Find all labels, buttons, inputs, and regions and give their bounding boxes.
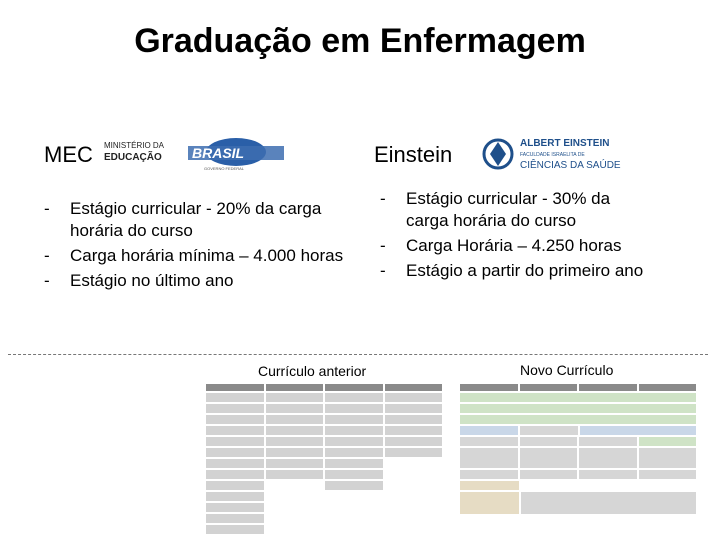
svg-text:FACULDADE ISRAELITA DE: FACULDADE ISRAELITA DE <box>520 152 585 158</box>
new-table-header <box>460 384 696 391</box>
einstein-heading: Einstein <box>374 142 453 167</box>
table-cell <box>385 514 443 523</box>
mec-bullet: - Estágio no último ano <box>44 270 344 292</box>
table-cell <box>206 459 264 468</box>
svg-text:ALBERT EINSTEIN: ALBERT EINSTEIN <box>520 138 610 149</box>
mec-bullet-list <box>44 198 344 295</box>
table-cell <box>520 470 578 479</box>
table-cell <box>325 481 383 490</box>
table-cell <box>579 470 637 479</box>
table-row <box>460 448 696 468</box>
table-cell <box>460 492 519 514</box>
table-cell <box>385 459 443 468</box>
table-cell <box>460 426 518 435</box>
old-header-cell <box>206 384 264 391</box>
mec-bullet: - Estágio curricular - 20% da carga horária do curso <box>44 198 344 242</box>
table-cell <box>206 492 264 501</box>
old-curriculum-table <box>206 384 442 536</box>
svg-text:CIÊNCIAS DA SAÚDE: CIÊNCIAS DA SAÚDE <box>520 160 621 171</box>
table-row <box>460 492 696 514</box>
table-cell <box>266 503 324 512</box>
table-row <box>206 448 442 457</box>
table-cell <box>639 448 697 468</box>
table-cell <box>579 437 637 446</box>
svg-text:EDUCAÇÃO: EDUCAÇÃO <box>104 152 162 163</box>
table-cell <box>325 503 383 512</box>
table-cell <box>385 393 443 402</box>
table-cell <box>266 514 324 523</box>
table-cell <box>266 470 324 479</box>
table-cell <box>385 503 443 512</box>
table-cell <box>206 426 264 435</box>
table-cell <box>325 437 383 446</box>
old-header-cell <box>385 384 443 391</box>
table-cell <box>325 525 383 534</box>
table-cell <box>266 393 324 402</box>
table-cell <box>206 514 264 523</box>
table-cell <box>266 415 324 424</box>
table-cell <box>206 481 264 490</box>
table-cell <box>520 426 578 435</box>
table-cell <box>385 426 443 435</box>
table-cell <box>266 459 324 468</box>
table-cell <box>266 404 324 413</box>
table-cell <box>266 426 324 435</box>
table-cell <box>266 437 324 446</box>
new-header-cell <box>639 384 697 391</box>
table-cell <box>521 492 697 514</box>
table-row <box>206 503 442 512</box>
table-cell <box>206 525 264 534</box>
table-cell <box>460 448 518 468</box>
table-cell <box>520 448 578 468</box>
table-cell <box>579 448 637 468</box>
table-cell <box>325 415 383 424</box>
old-curriculum-caption: Currículo anterior <box>258 363 367 379</box>
table-row <box>206 514 442 523</box>
table-cell <box>325 514 383 523</box>
table-cell <box>325 426 383 435</box>
table-cell <box>266 481 324 490</box>
table-row <box>206 481 442 490</box>
svg-text:BRASIL: BRASIL <box>192 145 245 161</box>
new-header-cell <box>460 384 518 391</box>
table-row <box>460 426 696 435</box>
mec-bullet: - Carga horária mínima – 4.000 horas <box>44 245 344 267</box>
svg-text:MINISTÉRIO DA: MINISTÉRIO DA <box>104 141 165 150</box>
old-table-header <box>206 384 442 391</box>
table-row <box>206 426 442 435</box>
table-row <box>206 393 442 402</box>
table-cell <box>639 437 697 446</box>
table-row <box>206 470 442 479</box>
table-row <box>206 459 442 468</box>
table-cell <box>385 470 443 479</box>
table-cell <box>385 437 443 446</box>
table-cell <box>385 525 443 534</box>
new-curriculum-table <box>460 384 696 516</box>
einstein-bullet: - Estágio a partir do primeiro ano <box>380 260 650 282</box>
table-cell <box>266 525 324 534</box>
table-row <box>206 492 442 501</box>
table-row <box>206 525 442 534</box>
table-cell <box>639 470 697 479</box>
table-cell <box>460 481 519 490</box>
table-cell <box>325 404 383 413</box>
table-cell <box>385 415 443 424</box>
new-header-cell <box>579 384 637 391</box>
table-cell <box>385 492 443 501</box>
table-row <box>460 481 696 490</box>
table-cell <box>325 459 383 468</box>
old-header-cell <box>266 384 324 391</box>
table-cell <box>266 448 324 457</box>
table-cell <box>266 492 324 501</box>
table-row <box>460 393 696 402</box>
table-cell <box>521 481 697 490</box>
dashed-divider <box>8 354 708 355</box>
table-row <box>206 437 442 446</box>
table-row <box>206 404 442 413</box>
table-cell <box>460 470 518 479</box>
table-cell <box>206 448 264 457</box>
table-cell <box>206 404 264 413</box>
new-curriculum-caption: Novo Currículo <box>520 362 614 378</box>
table-cell <box>325 492 383 501</box>
table-row <box>460 470 696 479</box>
table-cell <box>460 437 518 446</box>
table-cell <box>206 415 264 424</box>
table-cell <box>325 393 383 402</box>
mec-logo <box>104 132 284 174</box>
mec-heading: MEC <box>44 142 93 167</box>
table-row <box>460 437 696 446</box>
new-header-cell <box>520 384 578 391</box>
table-cell <box>520 437 578 446</box>
table-cell <box>325 470 383 479</box>
einstein-bullet: - Estágio curricular - 30% da carga horária do curso <box>380 188 650 232</box>
table-cell <box>206 503 264 512</box>
table-row <box>460 404 696 413</box>
table-cell <box>206 393 264 402</box>
page-title: Graduação em Enfermagem <box>134 22 586 60</box>
table-cell <box>385 481 443 490</box>
table-row <box>206 415 442 424</box>
einstein-bullet: - Carga Horária – 4.250 horas <box>380 235 650 257</box>
table-cell <box>385 448 443 457</box>
einstein-bullet-list <box>380 188 650 285</box>
table-cell <box>580 426 696 435</box>
svg-text:GOVERNO FEDERAL: GOVERNO FEDERAL <box>204 166 245 171</box>
table-row <box>460 415 696 424</box>
table-cell <box>206 470 264 479</box>
table-cell <box>385 404 443 413</box>
einstein-logo <box>482 132 632 174</box>
old-header-cell <box>325 384 383 391</box>
table-cell <box>325 448 383 457</box>
table-cell <box>206 437 264 446</box>
